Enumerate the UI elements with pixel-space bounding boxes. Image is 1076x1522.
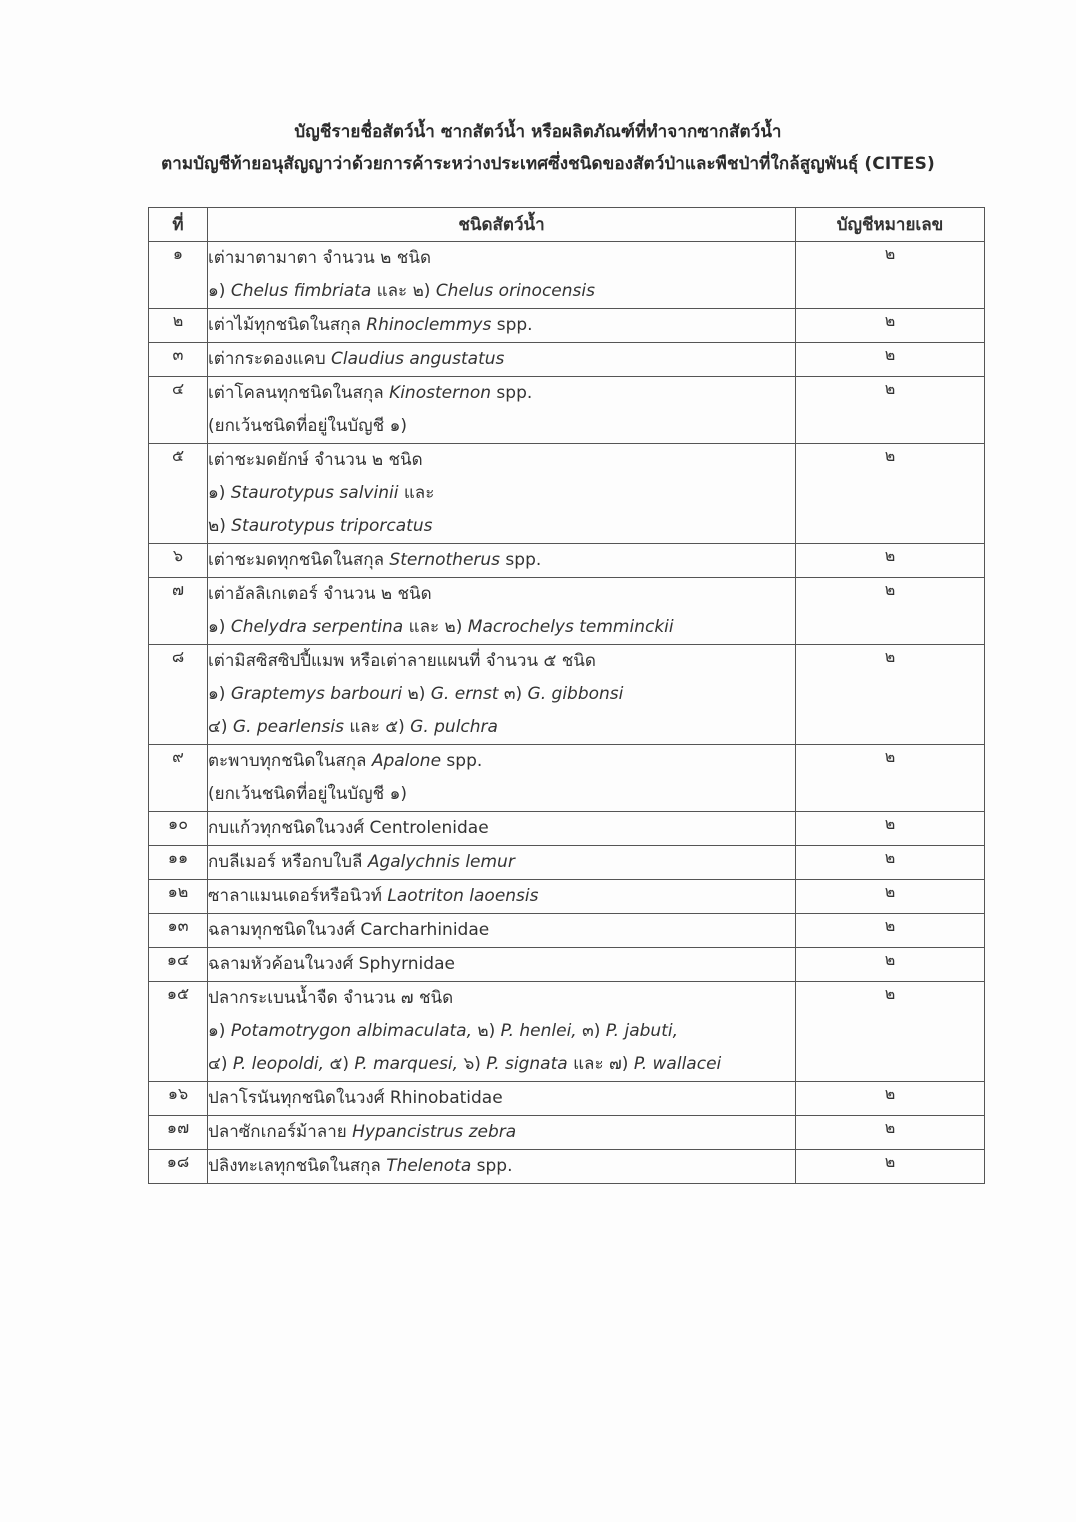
appendix-number: ๒: [796, 309, 985, 343]
scientific-name: P. marquesi,: [354, 1054, 459, 1074]
table-row: [149, 645, 985, 745]
species-text: ฉลามหัวค้อนในวงศ์ Sphyrnidae: [208, 954, 455, 974]
table-row: [149, 444, 985, 544]
species-line: [208, 477, 795, 510]
table-row: [149, 880, 985, 914]
scientific-name: Potamotrygon albimaculata,: [230, 1021, 472, 1041]
species-text: ปลาซักเกอร์ม้าลาย: [208, 1122, 353, 1142]
row-number: ๑๔: [149, 948, 208, 982]
species-text: ๒): [472, 1021, 501, 1041]
appendix-number: ๒: [796, 812, 985, 846]
species-line: [208, 645, 795, 678]
scientific-name: G. pulchra: [410, 717, 498, 737]
scientific-name: Sternotherus: [389, 550, 501, 570]
species-line: [208, 343, 795, 376]
species-cell: [208, 309, 796, 343]
species-text: และ ๕): [343, 717, 411, 737]
species-line: [208, 711, 795, 744]
row-number: ๘: [149, 645, 208, 745]
species-line: [208, 1116, 795, 1149]
species-text: ปลากระเบนน้ำจืด จำนวน ๗ ชนิด: [208, 988, 454, 1008]
appendix-number: ๒: [796, 846, 985, 880]
species-text: spp.: [491, 315, 533, 335]
species-text: เต่าอัลลิเกเตอร์ จำนวน ๒ ชนิด: [208, 584, 432, 604]
species-text: ซาลาแมนเดอร์หรือนิวท์: [208, 886, 388, 906]
scientific-name: Claudius angustatus: [331, 349, 505, 369]
table-row: [149, 745, 985, 812]
species-line: [208, 778, 795, 811]
header-species: ชนิดสัตว์น้ำ: [208, 208, 796, 242]
row-number: ๑๕: [149, 982, 208, 1082]
species-text: เต่าชะมดทุกชนิดในสกุล: [208, 550, 390, 570]
table-row: [149, 948, 985, 982]
appendix-number: ๒: [796, 578, 985, 645]
species-cell: [208, 444, 796, 544]
scientific-name: G. pearlensis: [232, 717, 344, 737]
species-cell: [208, 948, 796, 982]
appendix-number: ๒: [796, 948, 985, 982]
scientific-name: P. wallacei: [633, 1054, 722, 1074]
species-line: [208, 948, 795, 981]
species-line: [208, 578, 795, 611]
species-text: ตะพาบทุกชนิดในสกุล: [208, 751, 372, 771]
species-text: ๑): [208, 684, 231, 704]
scientific-name: Staurotypus salvinii: [230, 483, 399, 503]
header-appendix: บัญชีหมายเลข: [796, 208, 985, 242]
species-line: [208, 275, 795, 308]
appendix-number: ๒: [796, 1150, 985, 1184]
table-row: [149, 343, 985, 377]
scientific-name: Apalone: [371, 751, 442, 771]
species-cell: [208, 544, 796, 578]
row-number: ๑๖: [149, 1082, 208, 1116]
row-number: ๙: [149, 745, 208, 812]
species-text: และ ๒): [371, 281, 436, 301]
species-line: [208, 982, 795, 1015]
species-text: เต่ากระดองแคบ: [208, 349, 332, 369]
species-cell: [208, 812, 796, 846]
species-line: [208, 812, 795, 845]
scientific-name: Kinosternon: [389, 383, 492, 403]
species-text: ๒): [208, 516, 232, 536]
species-text: และ ๗): [567, 1054, 634, 1074]
species-text: ๑): [208, 483, 231, 503]
species-text: ๑): [208, 281, 231, 301]
scientific-name: P. leopoldi,: [232, 1054, 325, 1074]
species-text: (ยกเว้นชนิดที่อยู่ในบัญชี ๑): [208, 416, 408, 436]
species-text: กบแก้วทุกชนิดในวงศ์ Centrolenidae: [208, 818, 489, 838]
table-row: [149, 1082, 985, 1116]
species-text: และ: [398, 483, 435, 503]
scientific-name: P. signata: [486, 1054, 568, 1074]
appendix-number: ๒: [796, 544, 985, 578]
species-text: ๓): [576, 1021, 606, 1041]
scientific-name: Chelus orinocensis: [435, 281, 595, 301]
appendix-number: ๒: [796, 343, 985, 377]
appendix-number: ๒: [796, 1082, 985, 1116]
species-cell: [208, 242, 796, 309]
row-number: ๒: [149, 309, 208, 343]
species-cell: [208, 982, 796, 1082]
scientific-name: Macrochelys temminckii: [467, 617, 674, 637]
scientific-name: Thelenota: [386, 1156, 472, 1176]
row-number: ๑๒: [149, 880, 208, 914]
species-line: [208, 242, 795, 275]
species-text: spp.: [491, 383, 533, 403]
species-text: spp.: [441, 751, 483, 771]
species-line: [208, 1082, 795, 1115]
species-cell: [208, 645, 796, 745]
species-line: [208, 1048, 795, 1081]
species-line: [208, 410, 795, 443]
scientific-name: G. ernst: [430, 684, 499, 704]
appendix-number: ๒: [796, 914, 985, 948]
table-row: [149, 982, 985, 1082]
species-text: spp.: [471, 1156, 513, 1176]
table-row: [149, 544, 985, 578]
row-number: ๑: [149, 242, 208, 309]
row-number: ๑๑: [149, 846, 208, 880]
table-row: [149, 242, 985, 309]
species-text: ปลิงทะเลทุกชนิดในสกุล: [208, 1156, 387, 1176]
document-subtitle: ตามบัญชีท้ายอนุสัญญาว่าด้วยการค้าระหว่างประเทศซึ่งชนิดของสัตว์ป่าและพืชป่าที่ใกล้สูญพันธุ์ (CITES): [161, 154, 935, 174]
species-text: ๓): [498, 684, 528, 704]
cites-species-table: [148, 207, 985, 1184]
species-line: [208, 914, 795, 947]
scientific-name: G. gibbonsi: [527, 684, 624, 704]
row-number: ๑๓: [149, 914, 208, 948]
row-number: ๕: [149, 444, 208, 544]
table-row: [149, 846, 985, 880]
row-number: ๑๐: [149, 812, 208, 846]
table-row: [149, 1150, 985, 1184]
table-body: [149, 242, 985, 1184]
species-cell: [208, 1082, 796, 1116]
species-line: [208, 745, 795, 778]
species-text: ๔): [208, 717, 233, 737]
species-line: [208, 1015, 795, 1048]
scientific-name: Chelydra serpentina: [230, 617, 404, 637]
species-line: [208, 846, 795, 879]
species-text: ปลาโรนันทุกชนิดในวงศ์ Rhinobatidae: [208, 1088, 503, 1108]
appendix-number: ๒: [796, 444, 985, 544]
species-line: [208, 309, 795, 342]
species-line: [208, 678, 795, 711]
species-text: เต่ามาตามาตา จำนวน ๒ ชนิด: [208, 248, 431, 268]
species-line: [208, 880, 795, 913]
species-cell: [208, 880, 796, 914]
document-title: บัญชีรายชื่อสัตว์น้ำ ซากสัตว์น้ำ หรือผลิตภัณฑ์ที่ทำจากซากสัตว์น้ำ: [294, 122, 782, 142]
species-cell: [208, 377, 796, 444]
species-line: [208, 377, 795, 410]
scientific-name: Chelus fimbriata: [230, 281, 372, 301]
species-text: ๑): [208, 1021, 231, 1041]
species-cell: [208, 1116, 796, 1150]
table-row: [149, 812, 985, 846]
scientific-name: Rhinoclemmys: [366, 315, 492, 335]
species-text: (ยกเว้นชนิดที่อยู่ในบัญชี ๑): [208, 784, 408, 804]
species-line: [208, 611, 795, 644]
row-number: ๖: [149, 544, 208, 578]
table-row: [149, 309, 985, 343]
species-cell: [208, 1150, 796, 1184]
appendix-number: ๒: [796, 645, 985, 745]
species-line: [208, 544, 795, 577]
species-cell: [208, 745, 796, 812]
species-text: เต่าไม้ทุกชนิดในสกุล: [208, 315, 367, 335]
species-text: ๑): [208, 617, 231, 637]
species-text: ๔): [208, 1054, 233, 1074]
header-no: ที่: [149, 208, 208, 242]
species-text: เต่าโคลนทุกชนิดในสกุล: [208, 383, 390, 403]
species-line: [208, 510, 795, 543]
scientific-name: Staurotypus triporcatus: [231, 516, 433, 536]
species-text: เต่าชะมดยักษ์ จำนวน ๒ ชนิด: [208, 450, 423, 470]
row-number: ๓: [149, 343, 208, 377]
species-text: ๕): [324, 1054, 355, 1074]
row-number: ๑๗: [149, 1116, 208, 1150]
scientific-name: Hypancistrus zebra: [352, 1122, 517, 1142]
appendix-number: ๒: [796, 982, 985, 1082]
table-row: [149, 914, 985, 948]
row-number: ๗: [149, 578, 208, 645]
species-text: spp.: [500, 550, 542, 570]
appendix-number: ๒: [796, 1116, 985, 1150]
species-cell: [208, 578, 796, 645]
species-text: ๒): [402, 684, 431, 704]
table-row: [149, 1116, 985, 1150]
row-number: ๑๘: [149, 1150, 208, 1184]
species-text: และ ๒): [403, 617, 468, 637]
table-row: [149, 377, 985, 444]
table-row: [149, 578, 985, 645]
species-line: [208, 1150, 795, 1183]
species-cell: [208, 343, 796, 377]
species-text: เต่ามิสซิสซิปปี้แมพ หรือเต่าลายแผนที่ จำนวน ๕ ชนิด: [208, 651, 596, 671]
scientific-name: Graptemys barbouri: [230, 684, 403, 704]
scientific-name: P. henlei,: [500, 1021, 577, 1041]
row-number: ๔: [149, 377, 208, 444]
appendix-number: ๒: [796, 745, 985, 812]
species-cell: [208, 846, 796, 880]
appendix-number: ๒: [796, 377, 985, 444]
scientific-name: P. jabuti,: [605, 1021, 678, 1041]
species-text: ฉลามทุกชนิดในวงศ์ Carcharhinidae: [208, 920, 490, 940]
scientific-name: Laotriton laoensis: [387, 886, 539, 906]
appendix-number: ๒: [796, 880, 985, 914]
appendix-number: ๒: [796, 242, 985, 309]
species-cell: [208, 914, 796, 948]
table-header-row: [149, 208, 985, 242]
scientific-name: Agalychnis lemur: [367, 852, 515, 872]
species-line: [208, 444, 795, 477]
species-text: กบลีเมอร์ หรือกบใบลี: [208, 852, 368, 872]
species-text: ๖): [458, 1054, 487, 1074]
